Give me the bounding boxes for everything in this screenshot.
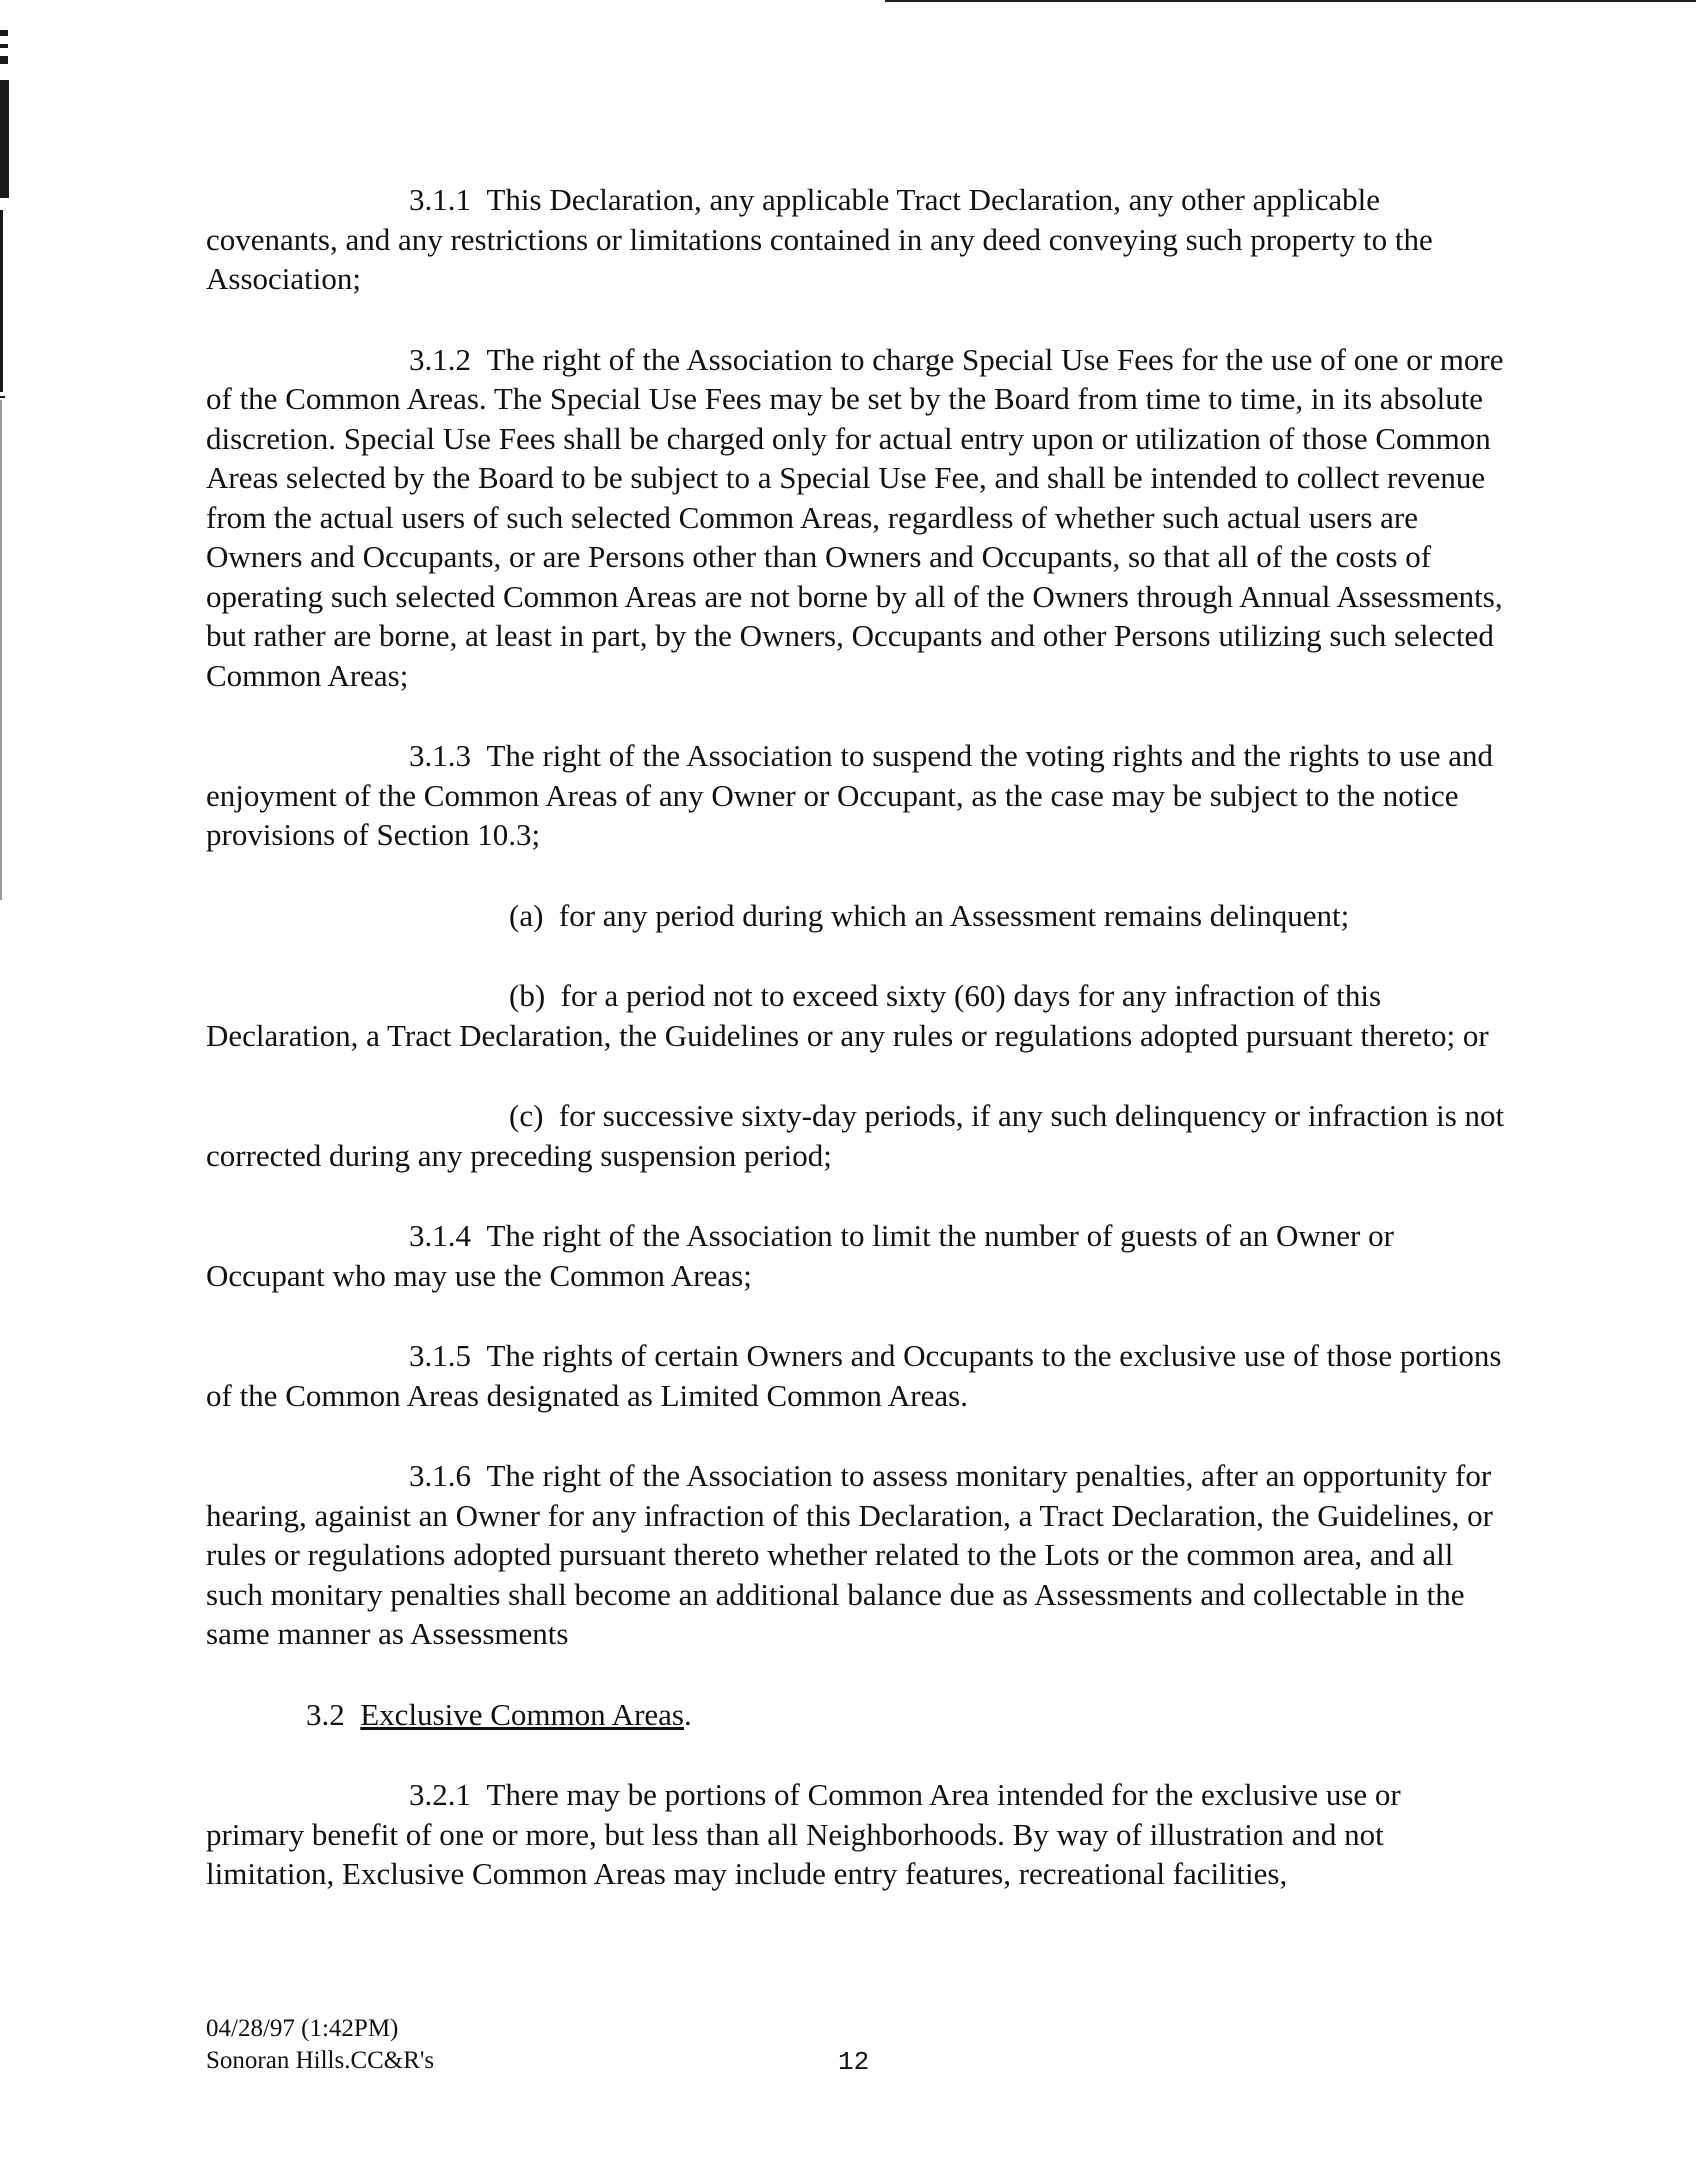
section-3-1-3-a: (a) for any period during which an Assessment remains delinquent; (509, 897, 1350, 933)
section-3-1-3-b: (b) for a period not to exceed sixty (60) days for any infraction of this Declaration, a Tract Declaration, the Guidelines or any rules or regulations adopted pursuant thereto; or (206, 978, 1489, 1053)
section-3-1-5: 3.1.5 The rights of certain Owners and Occupants to the exclusive use of those portions of the Common Areas designated as Limited Common Areas. (206, 1338, 1502, 1413)
section-3-1-3-c: (c) for successive sixty-day periods, if any such delinquency or infraction is not corrected during any preceding suspension period; (206, 1098, 1505, 1173)
footer-file: Sonoran Hills.CC&R's (206, 2047, 435, 2074)
section-3-2-1: 3.2.1 There may be portions of Common Area intended for the exclusive use or primary benefit of one or more, but less than all Neighborhoods. By way of illustration and not limitation, Exclusive Common Areas may include entry features, recreational facilities, (206, 1777, 1401, 1891)
section-3-2-title: Exclusive Common Areas (360, 1696, 684, 1732)
footer (206, 2013, 434, 2077)
section-3-1-6: 3.1.6 The right of the Association to assess monitary penalties, after an opportunity for hearing, againist an Owner for any infraction of this Declaration, a Tract Declaration, the Guidelines, or rules or regulations adopted pursuant thereto whether related to the Lots or the common area, and all such monitary penalties shall become an additional balance due as Assessments and collectable in the same manner as Assessments (206, 1458, 1493, 1651)
document-body (206, 180, 1506, 1894)
section-3-1-4: 3.1.4 The right of the Association to limit the number of guests of an Owner or Occupant who may use the Common Areas; (206, 1218, 1394, 1293)
section-3-1-2: 3.1.2 The right of the Association to charge Special Use Fees for the use of one or more of the Common Areas. The Special Use Fees may be set by the Board from time to time, in its absolute discretion. Special Use Fees shall be charged only for actual entry upon or utilization of those Common Areas selected by the Board to be subject to a Special Use Fee, and shall be intended to collect revenue from the actual users of such selected Common Areas, regardless of whether such actual users are Owners and Occupants, or are Persons other than Owners and Occupants, so that all of the costs of operating such selected Common Areas are not borne by all of the Owners through Annual Assessments, but rather are borne, at least in part, by the Owners, Occupants and other Persons utilizing such selected Common Areas; (206, 341, 1504, 693)
section-3-1-1: 3.1.1 This Declaration, any applicable Tract Declaration, any other applicable covenants, and any restrictions or limitations contained in any deed conveying such property to the Association; (206, 182, 1433, 296)
scan-top-line (885, 0, 1696, 2)
footer-date: 04/28/97 (1:42PM) (206, 2015, 399, 2042)
page-number: 12 (838, 2047, 870, 2077)
scan-left-edge (0, 0, 10, 1000)
section-3-2-heading: 3.2 Exclusive Common Areas. (306, 1696, 692, 1732)
section-3-1-3: 3.1.3 The right of the Association to suspend the voting rights and the rights to use and enjoyment of the Common Areas of any Owner or Occupant, as the case may be subject to the notice provisions of Section 10.3; (206, 738, 1494, 852)
